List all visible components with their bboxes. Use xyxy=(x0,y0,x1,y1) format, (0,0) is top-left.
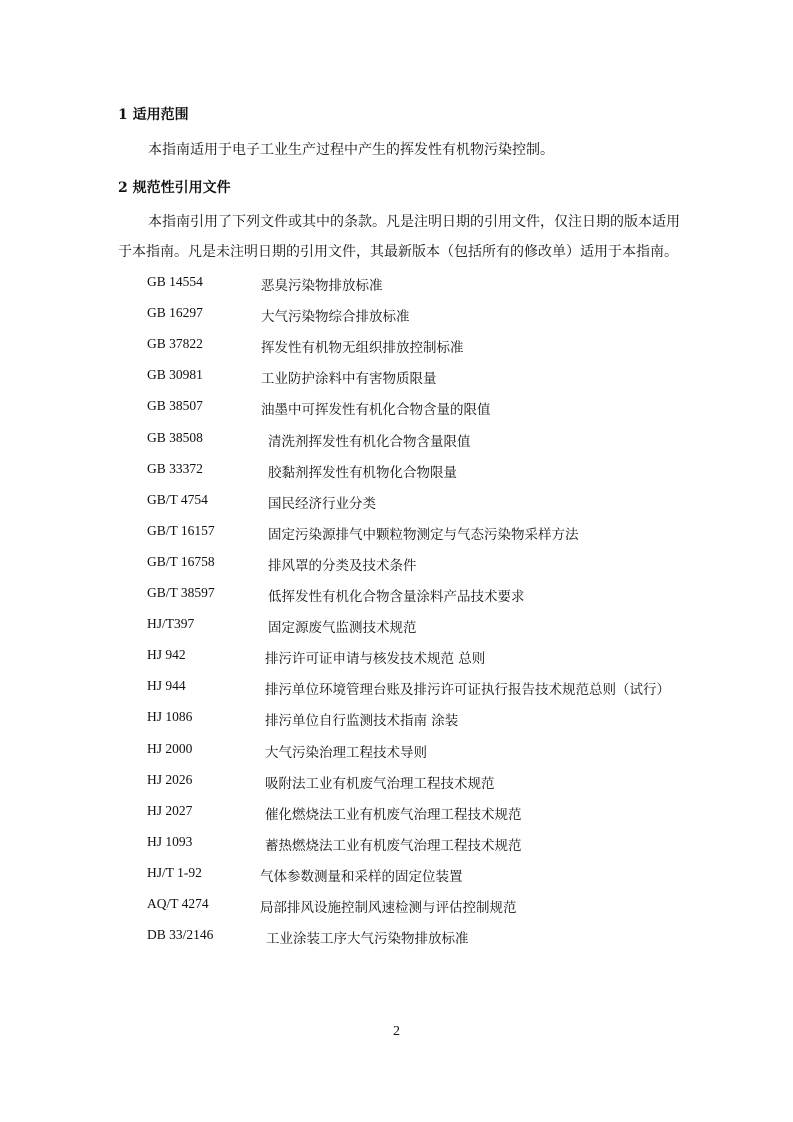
section-2-heading: 2 规范性引用文件 xyxy=(118,180,231,196)
reference-title: 工业涂装工序大气污染物排放标准 xyxy=(266,931,469,948)
reference-title: 蓄热燃烧法工业有机废气治理工程技术规范 xyxy=(265,837,522,854)
section-2-intro-line-1: 本指南引用了下列文件或其中的条款。凡是注明日期的引用文件，仅注日期的版本适用 xyxy=(148,214,680,230)
reference-code: GB 30981 xyxy=(147,367,203,383)
reference-title: 催化燃烧法工业有机废气治理工程技术规范 xyxy=(265,806,522,823)
reference-title: 挥发性有机物无组织排放控制标准 xyxy=(261,340,464,357)
reference-title: 吸附法工业有机废气治理工程技术规范 xyxy=(265,775,495,792)
page-number: 2 xyxy=(393,1024,400,1039)
reference-title: 清洗剂挥发性有机化合物含量限值 xyxy=(268,433,471,450)
section-2-intro-line-2: 于本指南。凡是未注明日期的引用文件，其最新版本（包括所有的修改单）适用于本指南。 xyxy=(118,244,678,260)
reference-code: HJ 944 xyxy=(147,678,186,694)
reference-code: HJ 2027 xyxy=(147,802,193,818)
reference-code: GB 38507 xyxy=(147,398,203,414)
reference-code: GB/T 16758 xyxy=(147,553,215,569)
reference-title: 恶臭污染物排放标准 xyxy=(261,278,383,294)
reference-title: 排污单位环境管理台账及排污许可证执行报告技术规范总则（试行） xyxy=(265,682,670,699)
reference-title: 大气污染治理工程技术导则 xyxy=(265,744,427,761)
reference-code: GB/T 4754 xyxy=(147,491,208,507)
reference-code: HJ 2000 xyxy=(147,740,193,756)
reference-code: GB 38508 xyxy=(147,429,203,445)
reference-title: 局部排风设施控制风速检测与评估控制规范 xyxy=(260,900,517,916)
reference-title: 固定源废气监测技术规范 xyxy=(268,620,417,637)
reference-title: 国民经济行业分类 xyxy=(268,495,376,512)
reference-title: 固定污染源排气中颗粒物测定与气态污染物采样方法 xyxy=(268,526,579,543)
reference-code: GB/T 38597 xyxy=(147,585,215,600)
reference-title: 工业防护涂料中有害物质限量 xyxy=(261,371,437,388)
reference-title: 大气污染物综合排放标准 xyxy=(261,309,410,326)
reference-code: AQ/T 4274 xyxy=(147,896,209,911)
reference-code: HJ/T 1-92 xyxy=(147,864,202,880)
reference-code: GB 16297 xyxy=(147,305,203,321)
reference-code: GB/T 16157 xyxy=(147,522,215,538)
reference-title: 排污单位自行监测技术指南 涂装 xyxy=(265,713,459,730)
reference-code: HJ/T397 xyxy=(147,616,195,632)
reference-title: 胶黏剂挥发性有机物化合物限量 xyxy=(268,464,457,481)
reference-code: HJ 2026 xyxy=(147,771,193,787)
reference-title: 低挥发性有机化合物含量涂料产品技术要求 xyxy=(268,589,525,605)
reference-code: GB 33372 xyxy=(147,460,203,476)
reference-title: 气体参数测量和采样的固定位装置 xyxy=(260,868,463,885)
reference-code: GB 37822 xyxy=(147,336,203,352)
reference-title: 排污许可证申请与核发技术规范 总则 xyxy=(265,651,486,668)
reference-code: HJ 942 xyxy=(147,647,186,663)
reference-code: GB 14554 xyxy=(147,274,203,289)
reference-code: HJ 1093 xyxy=(147,833,193,849)
reference-code: HJ 1086 xyxy=(147,709,193,725)
section-1-heading: 1 适用范围 xyxy=(118,107,189,123)
reference-title: 排风罩的分类及技术条件 xyxy=(268,557,417,574)
section-1-body: 本指南适用于电子工业生产过程中产生的挥发性有机物污染控制。 xyxy=(148,142,554,158)
reference-title: 油墨中可挥发性有机化合物含量的限值 xyxy=(261,402,491,419)
reference-code: DB 33/2146 xyxy=(147,927,214,943)
